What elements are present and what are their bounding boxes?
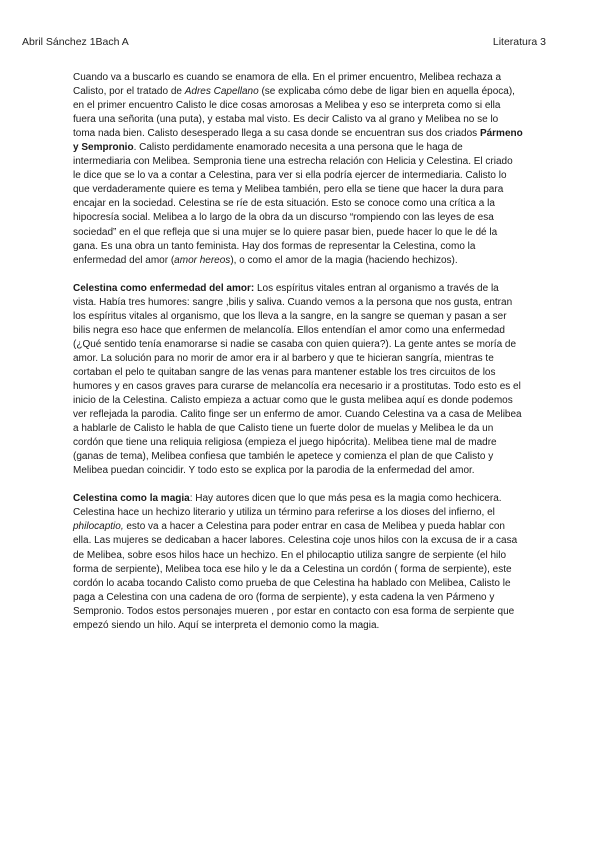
text-run-italic: philocaptio, xyxy=(73,521,124,533)
text-run: ), o como el amor de la magia (haciendo hechizos). xyxy=(230,254,458,266)
header-subject: Literatura 3 xyxy=(492,36,546,48)
paragraph-magia xyxy=(73,492,523,632)
document-body xyxy=(73,71,523,633)
text-run: . Calisto perdidamente enamorado necesita a una persona que le haga de intermediaria con Melibea. Sempronia tiene una estrecha relación con Helicia y Celestina. El criado le dice que se lo va a contar a Celestina, para ver si ella podría ejercer de intermediaria. Calisto lo que verdaderamente quiere es tema y Melibea también, pero ella se tiene que hacer la dura para encajar en la sociedad. Celestina se ríe de esta situación. Esto se conoce como una crítica a la hipocresía social. Melibea a lo largo de la obra da un discurso “rompiendo con las leyes de esa sociedad” en el que refleja que si una mujer se lo quiere pasar bien, puede hacer lo que le dé la gana. Es una obra un tanto feminista. Hay dos formas de representar la Celestina, como la enfermedad del amor ( xyxy=(73,142,513,266)
page-header xyxy=(22,36,546,52)
paragraph-enfermedad-del-amor xyxy=(73,282,523,479)
text-run-italic: Adres Capellano xyxy=(184,86,259,98)
header-author: Abril Sánchez 1Bach A xyxy=(22,36,129,48)
text-run-bold: Pármeno y Sempronio xyxy=(73,128,523,154)
text-run: Cuando va a buscarlo es cuando se enamora de ella. En el primer encuentro, Melibea rechaza a Calisto, por el tratado de xyxy=(73,72,502,98)
text-run: : Hay autores dicen que lo que más pesa es la magia como hechicera. Celestina hace un hechizo literario y utiliza un término para referirse a los dioses del infierno, el xyxy=(73,493,502,519)
section-heading: Celestina como la magia xyxy=(73,493,190,505)
text-run: (se explicaba cómo debe de ligar bien en aquella época), en el primer encuentro Calisto le dice cosas amorosas a Melibea y eso se interpreta como si ella fuera una señorita (una puta), y estaba mal visto. Es decir Calisto va al grano y Melibea no se lo toma nada bien. Calisto desesperado llega a su casa donde se encuentran sus dos criados xyxy=(73,86,515,140)
text-run: esto va a hacer a Celestina para poder entrar en casa de Melibea y pueda hablar con ella. Las mujeres se dedicaban a hacer labores. Celestina coje unos hilos con la excusa de ir a casa de Melibea, sobre esos hilos hace un hechizo. En el philocaptio utiliza sangre de serpiente (el hilo forma de serpiente), Melibea toca ese hilo y le da a Celestina un cordón ( forma de serpiente), este cordón lo acaba tocando Calisto como prueba de que Celestina ha hablado con Melibea, Calisto le paga a Celestina con una cadena de oro (forma de serpiente), y esta cadena la ven Pármeno y Sempronio. Todos estos personajes mueren , por estar en contacto con esa forma de serpiente que empezó siendo un hilo. Aquí se interpreta el demonio como la magia. xyxy=(73,521,518,631)
section-heading: Celestina como enfermedad del amor: xyxy=(73,282,255,294)
text-run: Los espíritus vitales entran al organismo a través de la vista. Había tres humores: sangre ,bilis y saliva. Cuando vemos a la persona que nos gusta, entran los espíritus vitales al organismo, que los lleva a la sangre, en la sangre se queman y pasan a ser bilis negra eso hace que enfermen de melancolía. Ellos entendían el amor como una enfermedad (¿Qué sentido tenía enamorarse si nadie se casaba con quien quiera?). La gente antes se moría de amor. La solución para no morir de amor era ir al barbero y que te hicieran sangría, mientras te cortaban el pelo te quitaban sangre de las venas para mantener estable los tres circuitos de los humores y en casos graves para curarse de melancolía era necesario ir a prostitutas. Todo esto es el inicio de la Celestina. Calisto empieza a actuar como que le gusta melibea aquí es donde podemos ver reflejada la parodia. Calito finge ser un enfermo de amor. Cuando Celestina va a casa de Melibea a hablarle de Calisto le habla de que Calisto tiene un fuerte dolor de muelas y Melibea le da un cordón que tiene una reliquia religiosa (empieza el juego hipócrita). Melibea tiene mal de madre (ganas de tema), Melibea confiesa que también le apetece y comienza el plan de que Calisto y Melibea puedan coincidir. Y todo esto se explica por la parodia de la enfermedad del amor. xyxy=(73,282,522,477)
paragraph-encuentro xyxy=(73,71,523,268)
text-run-italic: amor hereos xyxy=(174,254,231,266)
